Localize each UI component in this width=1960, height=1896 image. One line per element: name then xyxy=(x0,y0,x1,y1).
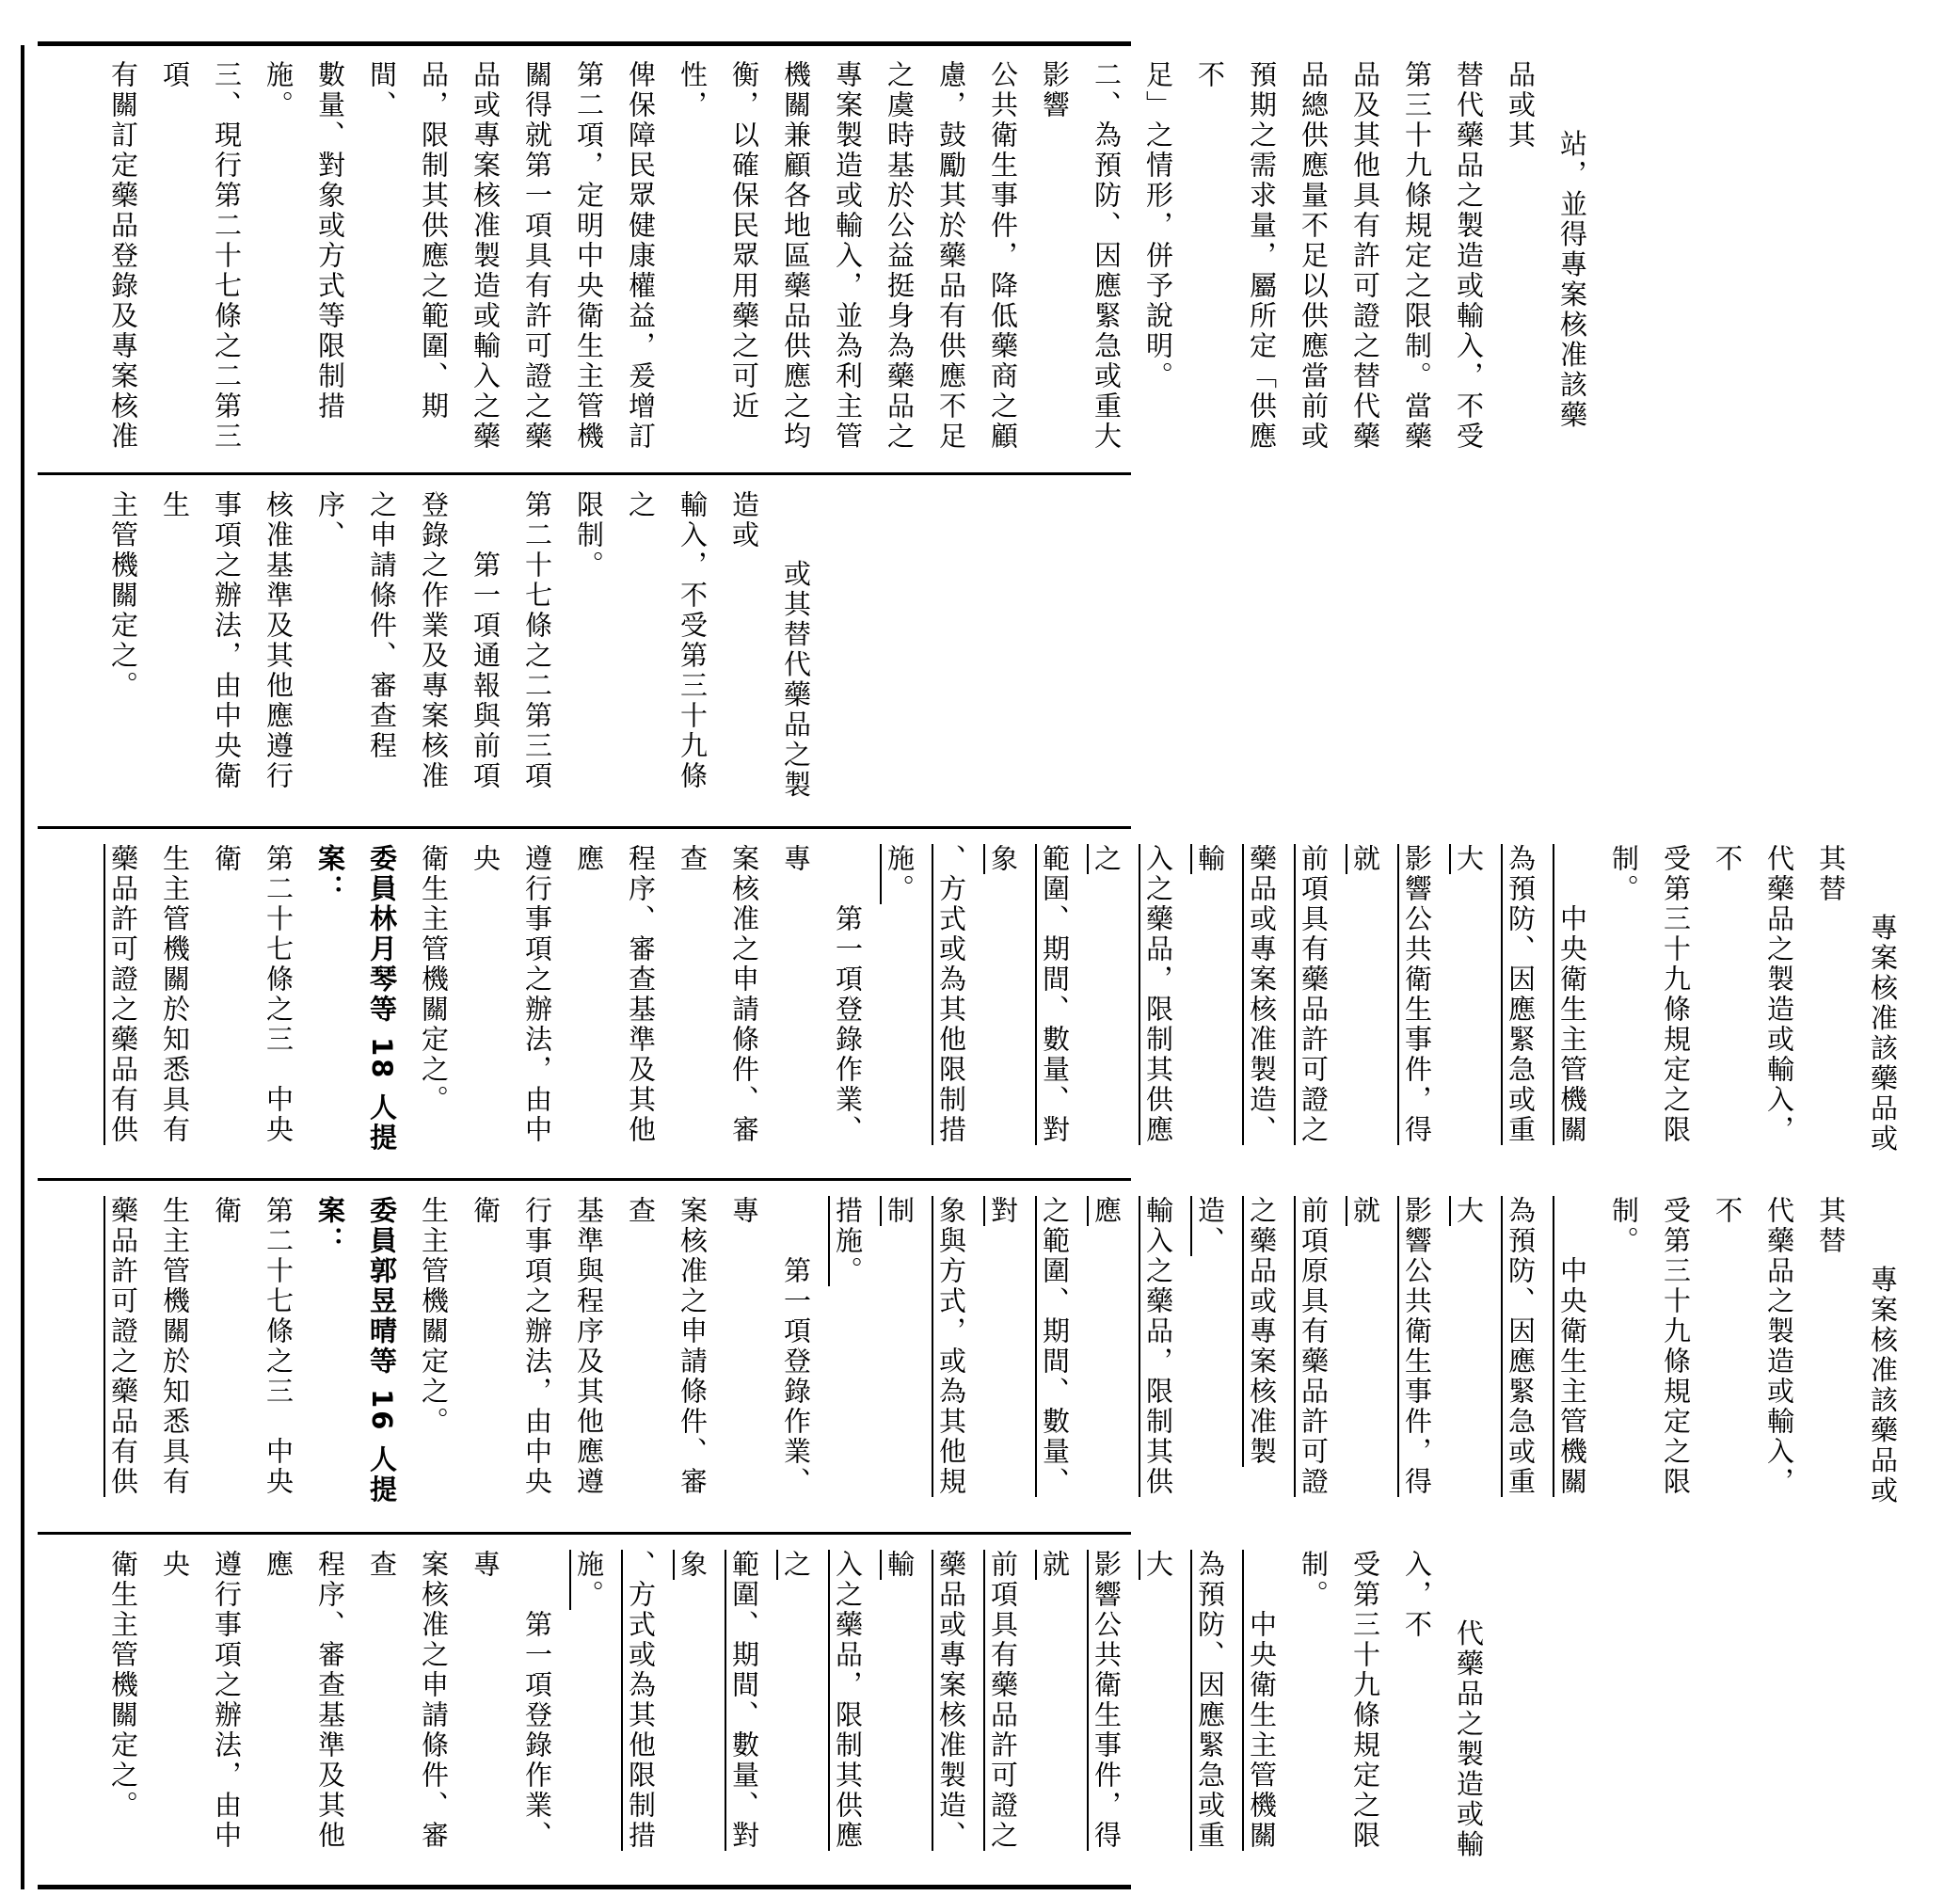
text-line: 入之藥品，限制其供應之 xyxy=(1091,844,1174,1145)
text-line: 藥品許可證之藥品有供 xyxy=(107,1196,139,1497)
text-line: 第一項登錄作業、專 xyxy=(728,1196,812,1497)
text-line: 第三十九條規定之限制。當藥 xyxy=(1401,60,1433,452)
text-line: 品，限制其供應之範圍、期間、 xyxy=(366,60,450,422)
text-line: 足」之情形，併予說明。 xyxy=(1142,60,1174,391)
text-line: 委員郭昱晴等 16 人提案： xyxy=(314,1196,398,1506)
text-line: 第一項登錄作業、專 xyxy=(780,844,864,1145)
text-line: 為預防、因應緊急或重大 xyxy=(1453,1196,1537,1497)
text-line: 預期之需求量，屬所定「供應不 xyxy=(1194,60,1278,452)
text-line: 藥品或專案核准製造、輸 xyxy=(884,1550,967,1851)
text-line: 生主管機關於知悉具有 xyxy=(159,1196,191,1497)
text-line: 制。 xyxy=(1298,1550,1330,1610)
text-line: 第二十七條之三 中央衛 xyxy=(211,1196,295,1497)
text-line: 程序、審查基準及其他應 xyxy=(573,844,657,1145)
text-line: 範圍、期間、數量、對象 xyxy=(677,1550,760,1851)
text-line: 衛生主管機關定之。 xyxy=(107,1550,139,1821)
row-divider-2 xyxy=(38,826,1131,829)
text-line: 核准基準及其他應遵行 xyxy=(263,490,295,791)
text-line: 代藥品之製造或輸入，不 xyxy=(1712,844,1795,1145)
text-line: 、方式或為其他限制措 xyxy=(935,844,967,1145)
text-line: 專案核准該藥品或其替 xyxy=(1815,1196,1899,1506)
text-line: 關得就第一項具有許可證之藥 xyxy=(521,60,553,452)
text-line: 第二十七條之二第三項 xyxy=(521,490,553,791)
text-line: 慮，鼓勵其於藥品有供應不足 xyxy=(935,60,967,452)
text-line: 措施。 xyxy=(832,1196,864,1286)
text-line: 前項具有藥品許可證之 xyxy=(1298,844,1330,1145)
text-line: 中央衛生主管機關 xyxy=(1556,1196,1588,1497)
text-line: 俾保障民眾健康權益，爰增訂 xyxy=(625,60,657,452)
proposal-column-other xyxy=(28,1537,1485,1883)
text-line: 生主管機關定之。 xyxy=(418,1196,450,1437)
text-line: 之藥品或專案核准製造、 xyxy=(1194,1196,1278,1467)
text-line: 受第三十九條規定之限 xyxy=(1660,844,1692,1145)
text-line: 或其替代藥品之製造或 xyxy=(728,490,812,801)
text-line: 替代藥品之製造或輸入，不受 xyxy=(1453,60,1485,452)
text-line: 品總供應量不足以供應當前或 xyxy=(1298,60,1330,452)
text-line: 之虞時基於公益挺身為藥品之 xyxy=(884,60,916,452)
text-line: 藥品或專案核准製造、輸 xyxy=(1194,844,1278,1145)
text-line: 公共衛生事件，降低藥商之顧 xyxy=(987,60,1019,452)
proposal-column-lin xyxy=(28,831,1899,1176)
text-line: 衡，以確保民眾用藥之可近性， xyxy=(677,60,760,422)
text-line: 專案核准該藥品或其替 xyxy=(1815,844,1899,1155)
text-line: 第二十七條之三 中央衛 xyxy=(211,844,295,1145)
text-line: 遵行事項之辦法，由中央 xyxy=(159,1550,243,1851)
proposal-other-text xyxy=(45,1550,1546,1872)
current-law-column xyxy=(28,477,1120,824)
text-line: 第二項，定明中央衛生主管機 xyxy=(573,60,605,452)
text-line: 之範圍、期間、數量、對 xyxy=(987,1196,1071,1497)
row-divider-1 xyxy=(38,472,1131,475)
text-line: 影響公共衛生事件，得就 xyxy=(1039,1550,1123,1851)
text-line: 為預防、因應緊急或重大 xyxy=(1142,1550,1226,1851)
text-line: 登錄之作業及專案核准 xyxy=(418,490,450,791)
text-line: 機關兼顧各地區藥品供應之均 xyxy=(780,60,812,452)
text-line: 第一項登錄作業、專 xyxy=(470,1550,553,1851)
text-line: 遵行事項之辦法，由中央 xyxy=(470,844,553,1145)
text-line: 基準與程序及其他應遵 xyxy=(573,1196,605,1497)
text-line: 受第三十九條規定之限 xyxy=(1349,1550,1381,1851)
text-line: 施。 xyxy=(573,1550,605,1610)
text-line: 制。 xyxy=(1608,844,1640,904)
text-line: 範圍、期間、數量、對象 xyxy=(987,844,1071,1145)
text-line: 代藥品之製造或輸入，不 xyxy=(1401,1550,1485,1860)
text-line: 受第三十九條規定之限 xyxy=(1660,1196,1692,1497)
text-line: 專案製造或輸入，並為利主管 xyxy=(832,60,864,452)
text-line: 有關訂定藥品登錄及專案核准 xyxy=(107,60,139,452)
explanation-text xyxy=(45,60,1649,459)
top-rule xyxy=(38,41,1131,46)
text-line: 之申請條件、審查程序、 xyxy=(314,490,398,761)
text-line: 衛生主管機關定之。 xyxy=(418,844,450,1115)
text-line: 品或專案核准製造或輸入之藥 xyxy=(470,60,502,452)
text-line: 二、為預防、因應緊急或重大影響 xyxy=(1039,60,1123,452)
text-line: 生主管機關於知悉具有 xyxy=(159,844,191,1145)
text-line: 施。 xyxy=(884,844,916,904)
explanation-column xyxy=(28,47,1588,470)
text-line: 程序、審查基準及其他應 xyxy=(263,1550,346,1851)
current-law-text xyxy=(45,490,873,813)
text-line: 案核准之申請條件、審查 xyxy=(625,1196,709,1497)
proposal-column-kuo xyxy=(28,1183,1899,1530)
text-line: 行事項之辦法，由中央衛 xyxy=(470,1196,553,1497)
text-line: 制。 xyxy=(1608,1196,1640,1256)
text-line: 輸入之藥品，限制其供應 xyxy=(1091,1196,1174,1497)
text-line: 數量、對象或方式等限制措施。 xyxy=(263,60,346,422)
text-line: 案核准之申請條件、審查 xyxy=(677,844,760,1145)
text-line: 品及其他具有許可證之替代藥 xyxy=(1349,60,1381,452)
text-line: 影響公共衛生事件，得就 xyxy=(1349,844,1433,1145)
page-left-border xyxy=(21,45,24,1889)
text-line: 象與方式，或為其他規制 xyxy=(884,1196,967,1497)
text-line: 中央衛生主管機關 xyxy=(1246,1550,1278,1851)
text-line: 限制。 xyxy=(573,490,605,581)
bottom-rule xyxy=(38,1885,1131,1889)
text-line: 主管機關定之。 xyxy=(107,490,139,701)
proposal-kuo-text xyxy=(45,1196,1960,1519)
text-line: 影響公共衛生事件，得就 xyxy=(1349,1196,1433,1497)
text-line: 輸入，不受第三十九條之 xyxy=(625,490,709,791)
text-line: 中央衛生主管機關 xyxy=(1556,844,1588,1145)
text-line: 前項具有藥品許可證之 xyxy=(987,1550,1019,1851)
text-line: 三、現行第二十七條之二第三項 xyxy=(159,60,243,452)
text-line: 入之藥品，限制其供應之 xyxy=(780,1550,864,1851)
text-line: 藥品許可證之藥品有供 xyxy=(107,844,139,1145)
text-line: 委員林月琴等 18 人提案： xyxy=(314,844,398,1154)
text-line: 站，並得專案核准該藥品或其 xyxy=(1505,60,1588,431)
text-line: 案核准之申請條件、審查 xyxy=(366,1550,450,1851)
text-line: 為預防、因應緊急或重大 xyxy=(1453,844,1537,1145)
proposal-lin-text xyxy=(45,844,1960,1165)
text-line: 事項之辦法，由中央衛生 xyxy=(159,490,243,791)
text-line: 前項原具有藥品許可證 xyxy=(1298,1196,1330,1497)
text-line: 代藥品之製造或輸入，不 xyxy=(1712,1196,1795,1497)
text-line: 第一項通報與前項 xyxy=(470,490,502,791)
row-divider-4 xyxy=(38,1532,1131,1535)
row-divider-3 xyxy=(38,1178,1131,1181)
text-line: 、方式或為其他限制措 xyxy=(625,1550,657,1851)
